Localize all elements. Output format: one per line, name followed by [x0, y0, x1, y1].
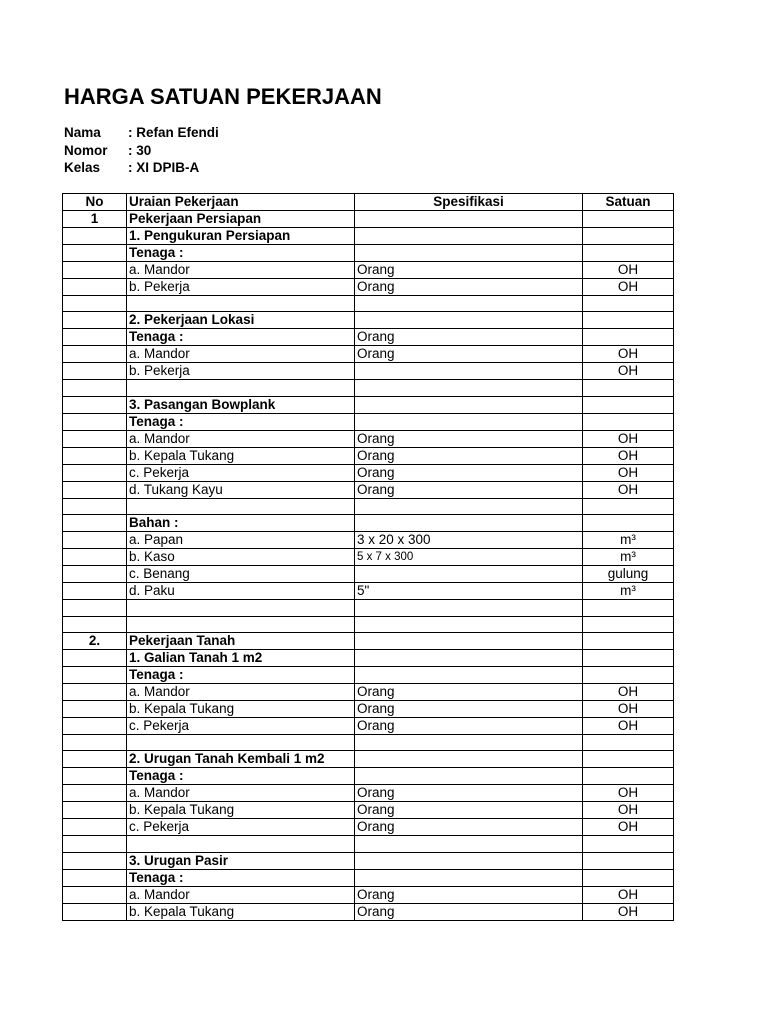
cell-no	[63, 768, 127, 785]
table-header	[63, 194, 674, 211]
cell-uraian: Bahan :	[127, 515, 355, 532]
cell-uraian: a. Mandor	[127, 430, 355, 447]
cell-spesifikasi	[355, 836, 583, 852]
cell-satuan	[583, 498, 674, 514]
table-row	[63, 649, 674, 666]
cell-no	[63, 464, 127, 481]
cell-uraian: b. Kepala Tukang	[127, 700, 355, 717]
cell-uraian: d. Tukang Kayu	[127, 481, 355, 498]
cell-satuan: OH	[583, 785, 674, 802]
cell-no	[63, 481, 127, 498]
table-row	[63, 666, 674, 683]
cell-spesifikasi	[355, 768, 583, 785]
cell-spesifikasi	[355, 869, 583, 886]
cell-no	[63, 413, 127, 430]
cell-spesifikasi	[355, 734, 583, 750]
cell-spesifikasi: Orang	[355, 430, 583, 447]
cell-uraian: Tenaga :	[127, 869, 355, 886]
cell-satuan	[583, 852, 674, 869]
table-row	[63, 683, 674, 700]
info-row-kelas	[64, 159, 219, 177]
table-row	[63, 296, 674, 312]
table-row	[63, 583, 674, 600]
cell-no	[63, 447, 127, 464]
cell-no	[63, 734, 127, 750]
student-info	[64, 124, 219, 177]
cell-satuan	[583, 666, 674, 683]
cell-no	[63, 802, 127, 819]
table-row	[63, 751, 674, 768]
cell-uraian	[127, 380, 355, 396]
table-row	[63, 245, 674, 262]
col-header-spesifikasi: Spesifikasi	[355, 194, 583, 211]
cell-satuan	[583, 751, 674, 768]
cell-satuan	[583, 296, 674, 312]
table-row	[63, 700, 674, 717]
cell-satuan: m³	[583, 583, 674, 600]
table-row	[63, 632, 674, 649]
cell-no	[63, 903, 127, 920]
cell-satuan	[583, 768, 674, 785]
table-row	[63, 464, 674, 481]
table-row	[63, 768, 674, 785]
cell-satuan	[583, 632, 674, 649]
cell-no	[63, 583, 127, 600]
cell-uraian: b. Kaso	[127, 549, 355, 566]
table-row	[63, 852, 674, 869]
cell-satuan: OH	[583, 886, 674, 903]
cell-uraian: Pekerjaan Persiapan	[127, 211, 355, 228]
cell-spesifikasi: Orang	[355, 447, 583, 464]
cell-spesifikasi: Orang	[355, 262, 583, 279]
cell-satuan	[583, 245, 674, 262]
cell-uraian: a. Papan	[127, 532, 355, 549]
cell-satuan: OH	[583, 683, 674, 700]
cell-no	[63, 886, 127, 903]
table-row	[63, 903, 674, 920]
cell-no	[63, 312, 127, 329]
cell-satuan	[583, 228, 674, 245]
cell-no	[63, 600, 127, 616]
cell-uraian: b. Kepala Tukang	[127, 802, 355, 819]
cell-no	[63, 683, 127, 700]
cell-spesifikasi	[355, 396, 583, 413]
cell-spesifikasi: Orang	[355, 819, 583, 836]
cell-no	[63, 700, 127, 717]
info-value: : Refan Efendi	[128, 125, 219, 140]
cell-satuan: OH	[583, 447, 674, 464]
cell-no	[63, 869, 127, 886]
table-row	[63, 447, 674, 464]
table-row	[63, 481, 674, 498]
col-header-uraian: Uraian Pekerjaan	[127, 194, 355, 211]
cell-spesifikasi: Orang	[355, 481, 583, 498]
price-table	[62, 193, 674, 921]
info-value: : 30	[128, 142, 152, 158]
cell-no	[63, 549, 127, 566]
cell-uraian: a. Mandor	[127, 683, 355, 700]
table-row	[63, 430, 674, 447]
cell-satuan	[583, 600, 674, 616]
cell-uraian: a. Mandor	[127, 262, 355, 279]
cell-no	[63, 228, 127, 245]
cell-uraian: b. Pekerja	[127, 363, 355, 380]
cell-uraian: c. Pekerja	[127, 464, 355, 481]
cell-spesifikasi	[355, 515, 583, 532]
table-row	[63, 785, 674, 802]
table-row	[63, 600, 674, 616]
cell-satuan: OH	[583, 262, 674, 279]
cell-no: 1	[63, 211, 127, 228]
cell-uraian	[127, 600, 355, 616]
cell-no	[63, 717, 127, 734]
cell-no	[63, 329, 127, 346]
cell-no	[63, 751, 127, 768]
cell-uraian: Tenaga :	[127, 666, 355, 683]
cell-uraian: 1. Pengukuran Persiapan	[127, 228, 355, 245]
table-row	[63, 616, 674, 632]
cell-satuan	[583, 649, 674, 666]
cell-uraian: 3. Urugan Pasir	[127, 852, 355, 869]
info-row-nomor	[64, 142, 219, 160]
cell-spesifikasi	[355, 649, 583, 666]
cell-uraian: c. Pekerja	[127, 819, 355, 836]
table-row	[63, 346, 674, 363]
cell-satuan	[583, 836, 674, 852]
cell-uraian: a. Mandor	[127, 785, 355, 802]
table-row	[63, 228, 674, 245]
cell-satuan	[583, 616, 674, 632]
cell-uraian: c. Benang	[127, 566, 355, 583]
cell-spesifikasi: Orang	[355, 717, 583, 734]
cell-spesifikasi: 5 x 7 x 300	[355, 549, 583, 566]
cell-uraian: 2. Pekerjaan Lokasi	[127, 312, 355, 329]
cell-spesifikasi: 3 x 20 x 300	[355, 532, 583, 549]
cell-no	[63, 616, 127, 632]
table-row	[63, 836, 674, 852]
cell-satuan: gulung	[583, 566, 674, 583]
table-row	[63, 802, 674, 819]
cell-spesifikasi: Orang	[355, 802, 583, 819]
cell-no	[63, 296, 127, 312]
cell-no	[63, 836, 127, 852]
cell-satuan	[583, 211, 674, 228]
cell-uraian: a. Mandor	[127, 346, 355, 363]
cell-satuan	[583, 380, 674, 396]
cell-no	[63, 819, 127, 836]
cell-spesifikasi	[355, 751, 583, 768]
table-row	[63, 498, 674, 514]
cell-no	[63, 785, 127, 802]
info-label: Nama	[64, 125, 101, 140]
table-row	[63, 380, 674, 396]
cell-spesifikasi: Orang	[355, 346, 583, 363]
table-row	[63, 549, 674, 566]
cell-spesifikasi	[355, 380, 583, 396]
cell-no: 2.	[63, 632, 127, 649]
table-row	[63, 532, 674, 549]
cell-uraian: b. Kepala Tukang	[127, 447, 355, 464]
cell-spesifikasi	[355, 616, 583, 632]
document-title: HARGA SATUAN PEKERJAAN	[64, 84, 382, 109]
cell-no	[63, 430, 127, 447]
table-row	[63, 734, 674, 750]
cell-uraian	[127, 616, 355, 632]
info-label: Nomor	[64, 142, 108, 158]
table-row	[63, 211, 674, 228]
cell-spesifikasi: Orang	[355, 464, 583, 481]
col-header-satuan: Satuan	[583, 194, 674, 211]
cell-satuan: OH	[583, 481, 674, 498]
table-row	[63, 312, 674, 329]
cell-uraian: 2. Urugan Tanah Kembali 1 m2	[127, 751, 355, 768]
table-row	[63, 717, 674, 734]
table-row	[63, 886, 674, 903]
table-row	[63, 363, 674, 380]
cell-satuan	[583, 329, 674, 346]
cell-no	[63, 380, 127, 396]
cell-uraian: b. Pekerja	[127, 279, 355, 296]
cell-satuan: OH	[583, 346, 674, 363]
table-row	[63, 329, 674, 346]
cell-satuan	[583, 396, 674, 413]
cell-satuan: OH	[583, 464, 674, 481]
cell-satuan	[583, 515, 674, 532]
cell-spesifikasi: Orang	[355, 279, 583, 296]
cell-satuan	[583, 869, 674, 886]
cell-no	[63, 566, 127, 583]
cell-spesifikasi	[355, 211, 583, 228]
cell-spesifikasi	[355, 228, 583, 245]
cell-satuan: OH	[583, 430, 674, 447]
cell-spesifikasi	[355, 666, 583, 683]
cell-no	[63, 515, 127, 532]
cell-uraian: d. Paku	[127, 583, 355, 600]
cell-satuan: OH	[583, 363, 674, 380]
cell-spesifikasi	[355, 245, 583, 262]
cell-no	[63, 245, 127, 262]
cell-uraian: b. Kepala Tukang	[127, 903, 355, 920]
cell-satuan	[583, 734, 674, 750]
info-row-nama	[64, 124, 219, 142]
cell-spesifikasi	[355, 632, 583, 649]
cell-uraian: Tenaga :	[127, 768, 355, 785]
col-header-no: No	[63, 194, 127, 211]
cell-satuan: OH	[583, 717, 674, 734]
cell-uraian: a. Mandor	[127, 886, 355, 903]
cell-spesifikasi	[355, 852, 583, 869]
cell-satuan: OH	[583, 279, 674, 296]
cell-uraian: Tenaga :	[127, 329, 355, 346]
cell-spesifikasi	[355, 498, 583, 514]
cell-spesifikasi: Orang	[355, 329, 583, 346]
cell-satuan	[583, 312, 674, 329]
cell-no	[63, 532, 127, 549]
cell-spesifikasi: Orang	[355, 886, 583, 903]
cell-uraian: 3. Pasangan Bowplank	[127, 396, 355, 413]
cell-uraian	[127, 498, 355, 514]
info-value: : XI DPIB-A	[128, 160, 200, 175]
cell-uraian: Pekerjaan Tanah	[127, 632, 355, 649]
cell-spesifikasi	[355, 600, 583, 616]
cell-no	[63, 262, 127, 279]
table-row	[63, 869, 674, 886]
cell-satuan: OH	[583, 802, 674, 819]
cell-uraian: 1. Galian Tanah 1 m2	[127, 649, 355, 666]
table-row	[63, 396, 674, 413]
cell-uraian: c. Pekerja	[127, 717, 355, 734]
cell-no	[63, 346, 127, 363]
cell-spesifikasi	[355, 363, 583, 380]
cell-satuan: OH	[583, 819, 674, 836]
cell-uraian	[127, 836, 355, 852]
cell-no	[63, 498, 127, 514]
cell-uraian	[127, 734, 355, 750]
cell-satuan: OH	[583, 700, 674, 717]
cell-no	[63, 363, 127, 380]
table-row	[63, 566, 674, 583]
cell-no	[63, 396, 127, 413]
table-row	[63, 819, 674, 836]
cell-no	[63, 852, 127, 869]
cell-satuan	[583, 413, 674, 430]
cell-no	[63, 649, 127, 666]
cell-uraian: Tenaga :	[127, 413, 355, 430]
cell-spesifikasi	[355, 413, 583, 430]
cell-spesifikasi	[355, 566, 583, 583]
cell-satuan: m³	[583, 549, 674, 566]
table-row	[63, 279, 674, 296]
cell-satuan: m³	[583, 532, 674, 549]
cell-no	[63, 666, 127, 683]
info-label: Kelas	[64, 160, 101, 175]
cell-spesifikasi: Orang	[355, 700, 583, 717]
table-row	[63, 515, 674, 532]
table-row	[63, 262, 674, 279]
cell-spesifikasi: Orang	[355, 683, 583, 700]
cell-satuan: OH	[583, 903, 674, 920]
table-row	[63, 413, 674, 430]
cell-spesifikasi: 5"	[355, 583, 583, 600]
cell-uraian	[127, 296, 355, 312]
cell-spesifikasi	[355, 312, 583, 329]
cell-no	[63, 279, 127, 296]
cell-spesifikasi	[355, 296, 583, 312]
cell-spesifikasi: Orang	[355, 785, 583, 802]
cell-uraian: Tenaga :	[127, 245, 355, 262]
cell-spesifikasi: Orang	[355, 903, 583, 920]
